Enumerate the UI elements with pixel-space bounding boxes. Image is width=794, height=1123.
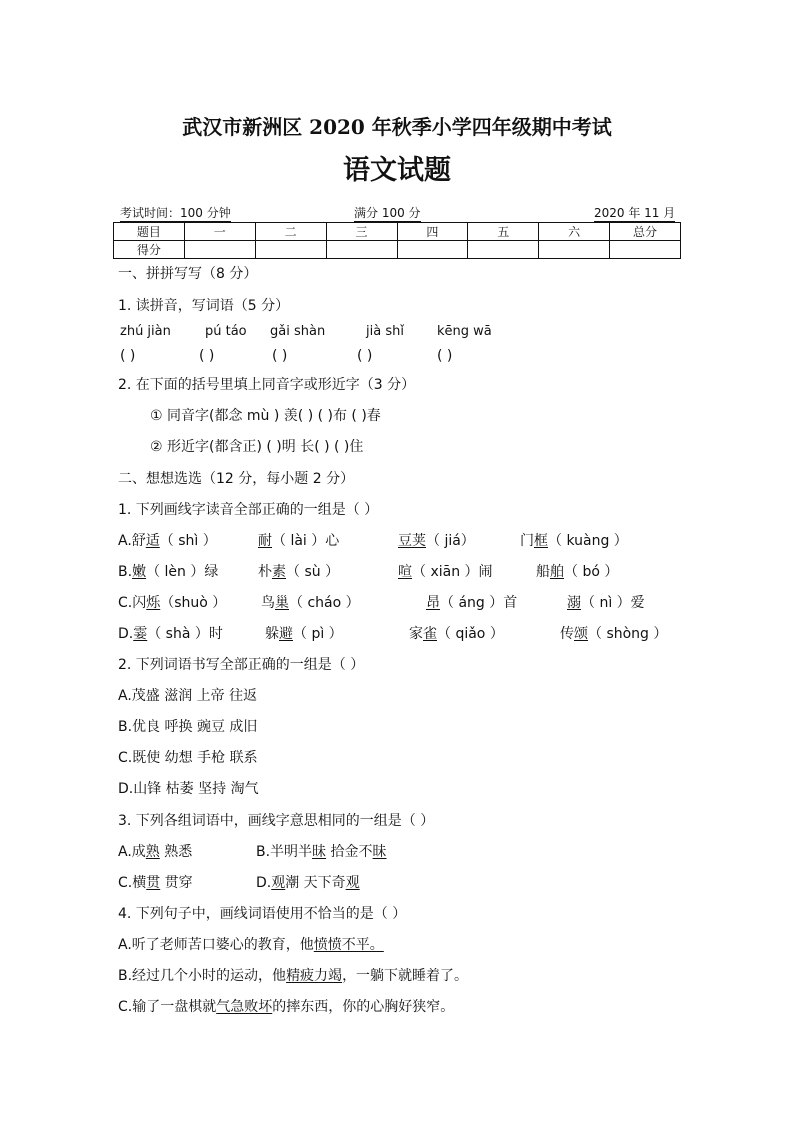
option-letter: D. xyxy=(118,626,134,642)
option-text: （ bó ） xyxy=(564,564,619,580)
option-text: （ shòng ） xyxy=(588,626,668,642)
table-row xyxy=(114,223,681,241)
option-text: 船 xyxy=(536,564,550,580)
table-cell: 六 xyxy=(539,223,610,241)
option-2-3-b[interactable] xyxy=(256,841,387,861)
option-text: （ lài ）心 xyxy=(272,533,340,549)
option-text: （ kuàng ） xyxy=(548,533,628,549)
table-cell: 五 xyxy=(468,223,539,241)
option-2-4-c[interactable] xyxy=(118,996,454,1016)
option-text: （ sù ） xyxy=(286,564,340,580)
option-2-2-a[interactable]: A.茂盛 滋润 上帝 往返 xyxy=(118,688,258,704)
option-text: （ cháo ） xyxy=(289,595,360,611)
question-1-2: 2. 在下面的括号里填上同音字或形近字（3 分） xyxy=(118,377,416,393)
underlined-char: 颂 xyxy=(574,626,588,642)
option-text: 门 xyxy=(520,533,534,549)
option-text: C.输了一盘棋就 xyxy=(118,999,217,1015)
option-text: 躲 xyxy=(265,626,279,642)
option-letter: B. xyxy=(118,564,133,580)
score-table xyxy=(113,222,681,259)
option-text: D. xyxy=(256,875,272,891)
option-text: （shuò ） xyxy=(160,595,227,611)
table-cell[interactable] xyxy=(539,241,610,259)
question-2-3: 3. 下列各组词语中，画线字意思相同的一组是（ ） xyxy=(118,813,435,829)
option-2-1-d-4 xyxy=(560,623,667,643)
option-2-2-d[interactable]: D.山锋 枯萎 坚持 淘气 xyxy=(118,781,259,797)
table-row xyxy=(114,241,681,259)
option-2-1-b-3 xyxy=(398,561,493,581)
option-text: （ xiān ）闹 xyxy=(412,564,493,580)
option-2-3-a[interactable] xyxy=(118,841,192,861)
underlined-char: 贯 xyxy=(146,875,161,891)
exam-full-score: 满分 100 分 xyxy=(354,206,421,220)
pinyin-2: pú táo xyxy=(205,324,247,339)
exam-subtitle: 语文试题 xyxy=(343,155,451,186)
option-text: A.成 xyxy=(118,844,146,860)
underlined-char: 昂 xyxy=(426,595,440,611)
table-cell[interactable] xyxy=(468,241,539,259)
exam-date: 2020 年 11 月 xyxy=(594,206,676,220)
underlined-char: 嫩 xyxy=(132,564,147,580)
underlined-char: 耐 xyxy=(258,533,272,549)
table-cell[interactable] xyxy=(610,241,681,259)
exam-time: 考试时间：100 分钟 xyxy=(120,206,231,220)
pinyin-4: jià shǐ xyxy=(366,324,404,339)
option-2-1-c[interactable] xyxy=(118,592,226,612)
option-2-2-c[interactable]: C.既使 幼想 手枪 联系 xyxy=(118,750,258,766)
pinyin-3: gǎi shàn xyxy=(270,324,326,339)
pinyin-1: zhú jiàn xyxy=(120,324,171,339)
underlined-char: 烁 xyxy=(146,595,161,611)
option-2-1-d-2 xyxy=(265,623,343,643)
table-cell: 题目 xyxy=(114,223,185,241)
answer-blank-4[interactable]: ( ) xyxy=(357,348,373,364)
answer-blank-1[interactable]: ( ) xyxy=(120,348,136,364)
option-text: （ shì ） xyxy=(159,533,217,549)
underlined-char: 观 xyxy=(271,875,286,891)
option-2-1-c-3 xyxy=(426,592,517,612)
option-2-1-a-4 xyxy=(520,530,628,550)
option-text: 舒 xyxy=(131,533,146,549)
underlined-char: 喧 xyxy=(398,564,412,580)
underlined-char: 巢 xyxy=(275,595,289,611)
option-2-3-d[interactable] xyxy=(256,872,360,892)
section-1-heading: 一、拼拼写写（8 分） xyxy=(118,266,258,282)
option-2-3-c[interactable] xyxy=(118,872,193,892)
question-1-2-a: ① 同音字(都念 mù ) 羡( ) ( )布 ( )春 xyxy=(150,408,381,424)
option-text: A.听了老师苦口婆心的教育，他 xyxy=(118,937,314,953)
answer-blank-2[interactable]: ( ) xyxy=(199,348,215,364)
option-text: （ shà ）时 xyxy=(147,626,223,642)
table-cell: 二 xyxy=(255,223,326,241)
option-text: （ nì ）爱 xyxy=(581,595,645,611)
table-cell[interactable] xyxy=(397,241,468,259)
table-cell: 一 xyxy=(184,223,255,241)
underlined-char: 观 xyxy=(345,875,360,891)
question-1-1: 1. 读拼音，写词语（5 分） xyxy=(118,298,290,314)
option-2-1-d[interactable] xyxy=(118,623,223,643)
underlined-char: 素 xyxy=(272,564,286,580)
option-text: 鸟 xyxy=(261,595,275,611)
option-text: （ lèn ）绿 xyxy=(146,564,219,580)
pinyin-5: kēng wā xyxy=(437,324,492,339)
question-2-1: 1. 下列画线字读音全部正确的一组是（ ） xyxy=(118,502,379,518)
option-text: 闪 xyxy=(132,595,147,611)
option-text: （ qiǎo ） xyxy=(437,626,504,642)
option-2-1-c-4 xyxy=(567,592,645,612)
section-2-heading: 二、想想选选（12 分，每小题 2 分） xyxy=(118,471,355,487)
underlined-char: 避 xyxy=(279,626,293,642)
table-cell: 三 xyxy=(326,223,397,241)
underlined-char: 溺 xyxy=(567,595,581,611)
table-cell[interactable] xyxy=(255,241,326,259)
option-2-1-a-2 xyxy=(258,530,339,550)
option-letter: C. xyxy=(118,595,133,611)
option-text: 潮 天下奇 xyxy=(285,875,346,891)
option-text: 的摔东西，你的心胸好狭窄。 xyxy=(272,999,455,1015)
underlined-char: 雀 xyxy=(423,626,437,642)
option-2-2-b[interactable]: B.优良 呼换 豌豆 成旧 xyxy=(118,719,258,735)
question-2-4: 4. 下列句子中，画线词语使用不恰当的是（ ） xyxy=(118,906,407,922)
option-text: 传 xyxy=(560,626,574,642)
underlined-char: 霎 xyxy=(133,626,148,642)
option-text: ，一躺下就睡着了。 xyxy=(342,968,469,984)
exam-title: 武汉市新洲区 2020 年秋季小学四年级期中考试 xyxy=(182,115,612,139)
option-2-1-b-4 xyxy=(536,561,618,581)
option-2-4-b[interactable] xyxy=(118,965,468,985)
question-2-2: 2. 下列词语书写全部正确的一组是（ ） xyxy=(118,657,365,673)
underlined-char: 昧 xyxy=(312,844,327,860)
underlined-char: 适 xyxy=(145,533,160,549)
option-text: （ jiá） xyxy=(426,533,475,549)
option-2-1-a-3 xyxy=(398,530,475,550)
underlined-char: 框 xyxy=(534,533,548,549)
underlined-phrase: 气急败坏 xyxy=(216,999,273,1015)
option-2-4-a[interactable] xyxy=(118,934,384,954)
option-2-1-b-2 xyxy=(258,561,339,581)
option-text: （ pì ） xyxy=(293,626,343,642)
option-text: 朴 xyxy=(258,564,272,580)
option-text: 家 xyxy=(409,626,423,642)
table-cell: 得分 xyxy=(114,241,185,259)
underlined-phrase: 精疲力竭 xyxy=(286,968,343,984)
underlined-phrase: 愤愤不平。 xyxy=(313,937,384,953)
table-cell: 四 xyxy=(397,223,468,241)
table-cell[interactable] xyxy=(326,241,397,259)
table-cell[interactable] xyxy=(184,241,255,259)
answer-blank-5[interactable]: ( ) xyxy=(437,348,453,364)
answer-blank-3[interactable]: ( ) xyxy=(272,348,288,364)
option-text: B.经过几个小时的运动，他 xyxy=(118,968,287,984)
option-2-1-c-2 xyxy=(261,592,360,612)
option-text: 贯穿 xyxy=(160,875,193,891)
question-1-2-b: ② 形近字(都含正) ( )明 长( ) ( )住 xyxy=(150,439,364,455)
option-text: 拾金不 xyxy=(326,844,373,860)
option-text: C.横 xyxy=(118,875,147,891)
option-2-1-d-3 xyxy=(409,623,504,643)
option-2-1-a[interactable] xyxy=(118,530,217,550)
option-text: 熟悉 xyxy=(159,844,193,860)
option-text: B.半明半 xyxy=(256,844,313,860)
underlined-char: 豆荚 xyxy=(398,533,426,549)
underlined-char: 舶 xyxy=(550,564,564,580)
option-2-1-b[interactable] xyxy=(118,561,218,581)
underlined-char: 昧 xyxy=(372,844,387,860)
table-cell: 总分 xyxy=(610,223,681,241)
option-letter: A. xyxy=(118,533,132,549)
option-text: （ áng ）首 xyxy=(440,595,518,611)
underlined-char: 熟 xyxy=(145,844,160,860)
